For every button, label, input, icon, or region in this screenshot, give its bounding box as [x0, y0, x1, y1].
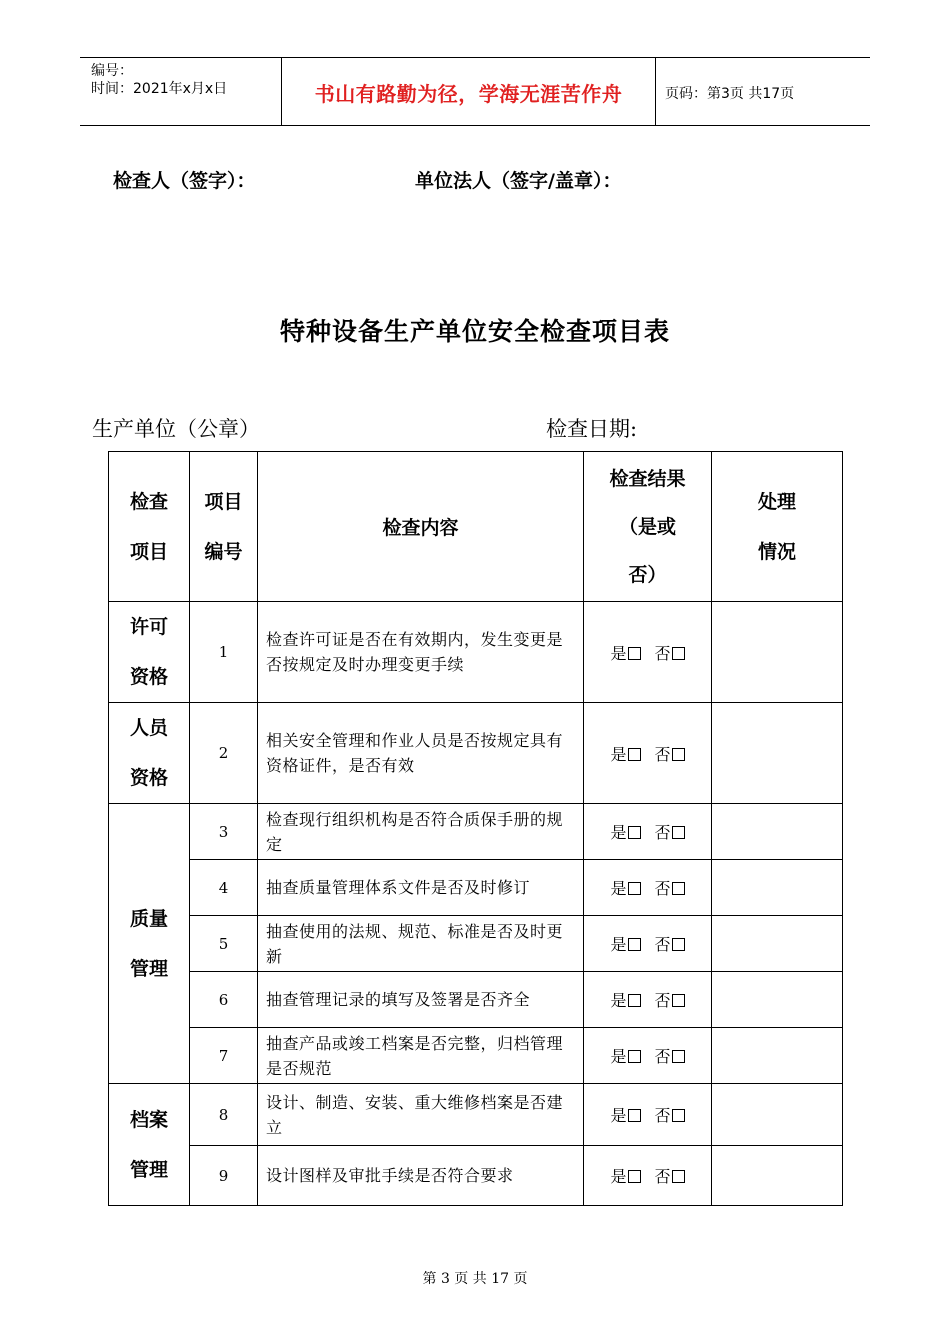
category-quality: 质量 管理 — [109, 804, 190, 1084]
inspector-signature-label: 检查人（签字）： — [113, 170, 256, 192]
no-checkbox[interactable] — [672, 994, 685, 1007]
header-bottom-rule — [80, 125, 870, 126]
yes-checkbox[interactable] — [628, 826, 641, 839]
page-title: 特种设备生产单位安全检查项目表 — [279, 317, 670, 346]
header-number: 项目 编号 — [190, 452, 258, 602]
result-cell: 是 否 — [584, 916, 712, 972]
table-row — [109, 804, 843, 860]
no-checkbox[interactable] — [672, 826, 685, 839]
item-number: 4 — [190, 860, 258, 916]
result-cell: 是 否 — [584, 972, 712, 1028]
handling-cell — [712, 1084, 843, 1146]
table-row — [109, 860, 843, 916]
table-row — [109, 1028, 843, 1084]
table-row — [109, 602, 843, 703]
result-cell: 是 否 — [584, 860, 712, 916]
result-cell: 是 否 — [584, 1084, 712, 1146]
category-license: 许可 资格 — [109, 602, 190, 703]
item-number: 3 — [190, 804, 258, 860]
result-cell: 是 否 — [584, 1146, 712, 1206]
header-content: 检查内容 — [258, 452, 584, 602]
result-cell: 是 否 — [584, 1028, 712, 1084]
no-checkbox[interactable] — [672, 882, 685, 895]
handling-cell — [712, 703, 843, 804]
handling-cell — [712, 1146, 843, 1206]
item-content: 设计、制造、安装、重大维修档案是否建立 — [258, 1084, 584, 1146]
yes-checkbox[interactable] — [628, 748, 641, 761]
result-cell: 是 否 — [584, 602, 712, 703]
item-number: 1 — [190, 602, 258, 703]
item-content: 相关安全管理和作业人员是否按规定具有资格证件，是否有效 — [258, 703, 584, 804]
production-unit-label: 生产单位（公章） — [92, 417, 260, 441]
header-result: 检查结果 （是或 否） — [584, 452, 712, 602]
code-label: 编号： — [91, 63, 133, 79]
item-content: 检查现行组织机构是否符合质保手册的规定 — [258, 804, 584, 860]
item-number: 6 — [190, 972, 258, 1028]
item-number: 2 — [190, 703, 258, 804]
item-number: 8 — [190, 1084, 258, 1146]
table-row — [109, 972, 843, 1028]
no-checkbox[interactable] — [672, 647, 685, 660]
category-personnel: 人员 资格 — [109, 703, 190, 804]
page-info: 页码：第3页 共17页 — [665, 86, 795, 102]
no-checkbox[interactable] — [672, 1109, 685, 1122]
result-cell: 是 否 — [584, 804, 712, 860]
yes-checkbox[interactable] — [628, 882, 641, 895]
item-content: 检查许可证是否在有效期内，发生变更是否按规定及时办理变更手续 — [258, 602, 584, 703]
header-divider-right — [655, 57, 656, 125]
time-label: 时间：2021年x月x日 — [91, 81, 228, 97]
item-content: 抽查使用的法规、规范、标准是否及时更新 — [258, 916, 584, 972]
handling-cell — [712, 804, 843, 860]
yes-checkbox[interactable] — [628, 1109, 641, 1122]
item-number: 7 — [190, 1028, 258, 1084]
inspection-date-label: 检查日期: — [546, 417, 638, 441]
item-content: 抽查产品或竣工档案是否完整，归档管理是否规范 — [258, 1028, 584, 1084]
yes-checkbox[interactable] — [628, 647, 641, 660]
result-cell: 是 否 — [584, 703, 712, 804]
no-checkbox[interactable] — [672, 938, 685, 951]
item-content: 抽查管理记录的填写及签署是否齐全 — [258, 972, 584, 1028]
header-motto: 书山有路勤为径，学海无涯苦作舟 — [314, 82, 623, 106]
header-top-rule — [80, 57, 870, 58]
yes-checkbox[interactable] — [628, 1170, 641, 1183]
handling-cell — [712, 972, 843, 1028]
header-item: 检查 项目 — [109, 452, 190, 602]
table-header-row — [109, 452, 843, 602]
page-footer: 第 3 页 共 17 页 — [422, 1271, 528, 1287]
handling-cell — [712, 1028, 843, 1084]
no-checkbox[interactable] — [672, 748, 685, 761]
table-row — [109, 703, 843, 804]
legal-rep-signature-label: 单位法人（签字/盖章）： — [415, 170, 622, 192]
item-number: 5 — [190, 916, 258, 972]
handling-cell — [712, 602, 843, 703]
item-number: 9 — [190, 1146, 258, 1206]
yes-checkbox[interactable] — [628, 938, 641, 951]
inspection-table — [108, 451, 843, 1206]
no-checkbox[interactable] — [672, 1050, 685, 1063]
category-archive: 档案 管理 — [109, 1084, 190, 1206]
item-content: 抽查质量管理体系文件是否及时修订 — [258, 860, 584, 916]
handling-cell — [712, 860, 843, 916]
item-content: 设计图样及审批手续是否符合要求 — [258, 1146, 584, 1206]
table-row — [109, 916, 843, 972]
no-checkbox[interactable] — [672, 1170, 685, 1183]
table-row — [109, 1084, 843, 1146]
header-handling: 处理 情况 — [712, 452, 843, 602]
yes-checkbox[interactable] — [628, 994, 641, 1007]
yes-checkbox[interactable] — [628, 1050, 641, 1063]
handling-cell — [712, 916, 843, 972]
table-row — [109, 1146, 843, 1206]
